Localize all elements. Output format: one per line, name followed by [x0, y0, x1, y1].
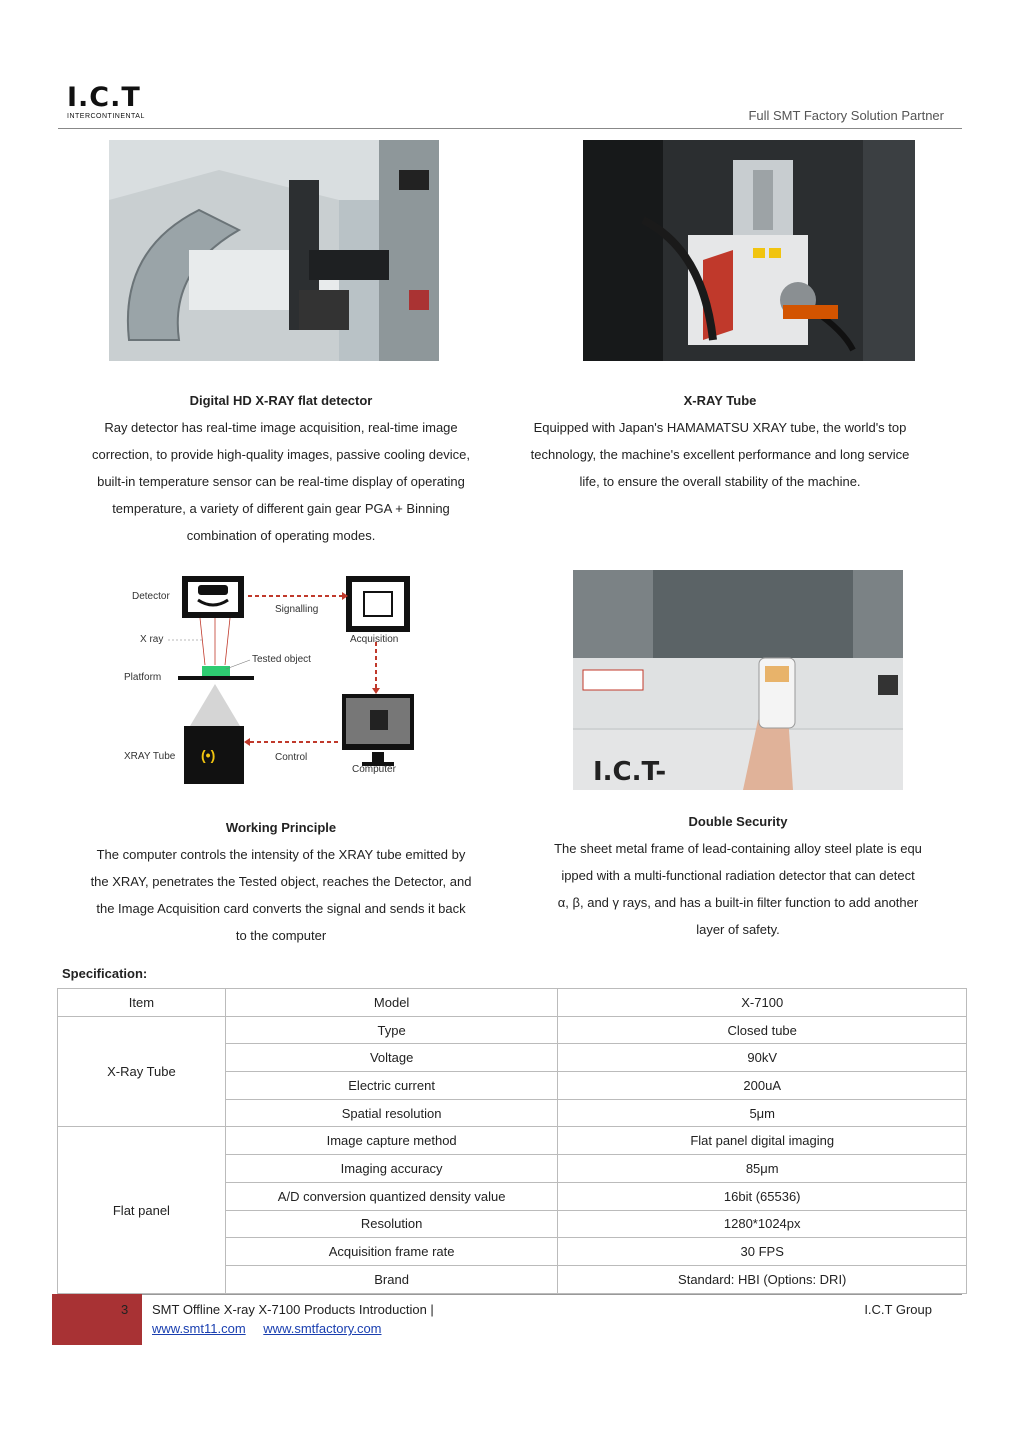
footer-link-smt11[interactable]: www.smt11.com: [152, 1321, 246, 1336]
tube-line: life, to ensure the overall stability of the machine.: [579, 474, 861, 489]
detector-line: correction, to provide high-quality images, passive cooling device,: [92, 447, 470, 462]
table-cell: Flat panel digital imaging: [558, 1127, 967, 1155]
table-cell: Imaging accuracy: [225, 1155, 558, 1183]
footer-title: SMT Offline X-ray X-7100 Products Introduction |: [152, 1302, 434, 1317]
diagram-label-computer: Computer: [352, 764, 396, 775]
detector-caption: [60, 387, 502, 549]
detector-line: built-in temperature sensor can be real-time display of operating: [97, 474, 465, 489]
table-cell: 1280*1024px: [558, 1210, 967, 1238]
table-cell: Image capture method: [225, 1127, 558, 1155]
principle-caption: [60, 814, 502, 949]
security-line: ipped with a multi-functional radiation detector that can detect: [561, 868, 915, 883]
table-cell: X-7100: [558, 989, 967, 1017]
group-cell-flat-panel: Flat panel: [58, 1127, 226, 1293]
xray-tube-photo: [583, 140, 915, 361]
tube-line: Equipped with Japan's HAMAMATSU XRAY tube, the world's top: [533, 420, 907, 435]
detector-title: Digital HD X-RAY flat detector: [189, 393, 373, 408]
footer-link-smtfactory[interactable]: www.smtfactory.com: [263, 1321, 382, 1336]
detector-line: combination of operating modes.: [186, 528, 376, 543]
page-number: 3: [121, 1302, 129, 1317]
table-cell: Model: [225, 989, 558, 1017]
table-row: [58, 989, 967, 1017]
group-cell-xray-tube: X-Ray Tube: [58, 1016, 226, 1127]
specification-label: Specification:: [62, 966, 148, 981]
principle-line: the Image Acquisition card converts the signal and sends it back: [96, 901, 466, 916]
table-cell: 16bit (65536): [558, 1182, 967, 1210]
table-cell: Type: [225, 1016, 558, 1044]
security-line: layer of safety.: [696, 922, 780, 937]
diagram-label-platform: Platform: [124, 672, 162, 683]
logo-subtitle: INTERCONTINENTAL: [67, 113, 145, 120]
detector-photo: [109, 140, 439, 361]
table-cell: 5μm: [558, 1099, 967, 1127]
detector-line: Ray detector has real-time image acquisition, real-time image: [104, 420, 458, 435]
table-cell: 30 FPS: [558, 1238, 967, 1266]
table-cell: Electric current: [225, 1072, 558, 1100]
table-row: [58, 1016, 967, 1044]
working-principle-diagram: [120, 570, 420, 795]
principle-line: to the computer: [235, 928, 327, 943]
table-cell: 200uA: [558, 1072, 967, 1100]
footer-links: [152, 1321, 396, 1336]
principle-title: Working Principle: [225, 820, 337, 835]
table-cell: Resolution: [225, 1210, 558, 1238]
table-cell: Spatial resolution: [225, 1099, 558, 1127]
security-photo: [573, 570, 903, 790]
security-title: Double Security: [688, 814, 788, 829]
header-divider: [58, 128, 962, 129]
diagram-label-xray: X ray: [140, 634, 164, 645]
diagram-label-detector: Detector: [132, 591, 170, 602]
security-line: α, β, and γ rays, and has a built-in filter function to add another: [557, 895, 919, 910]
footer-accent-block: [52, 1294, 142, 1345]
table-row: [58, 1127, 967, 1155]
company-logo: [67, 84, 157, 120]
diagram-label-xray-tube: XRAY Tube: [124, 751, 176, 762]
security-caption: [520, 808, 956, 943]
principle-line: The computer controls the intensity of the XRAY tube emitted by: [96, 847, 466, 862]
footer-company: I.C.T Group: [864, 1302, 932, 1317]
logo-wordmark: I.C.T: [67, 82, 141, 113]
table-cell: Standard: HBI (Options: DRI): [558, 1265, 967, 1293]
diagram-label-tested-object: Tested object: [252, 654, 311, 665]
detector-line: temperature, a variety of different gain gear PGA + Binning: [112, 501, 450, 516]
svg-text:I.C.T-: I.C.T-: [593, 757, 667, 787]
specification-table: [57, 988, 967, 1294]
security-line: The sheet metal frame of lead-containing alloy steel plate is equ: [554, 841, 922, 856]
diagram-label-acquisition: Acquisition: [350, 634, 399, 645]
diagram-label-signalling: Signalling: [275, 604, 319, 615]
table-cell: A/D conversion quantized density value: [225, 1182, 558, 1210]
table-cell: 85μm: [558, 1155, 967, 1183]
tube-line: technology, the machine's excellent performance and long service: [530, 447, 910, 462]
principle-line: the XRAY, penetrates the Tested object, reaches the Detector, and: [90, 874, 472, 889]
svg-text:(•): (•): [201, 747, 216, 763]
table-cell: Acquisition frame rate: [225, 1238, 558, 1266]
table-cell: Closed tube: [558, 1016, 967, 1044]
table-cell: Item: [58, 989, 226, 1017]
table-cell: Brand: [225, 1265, 558, 1293]
diagram-label-control: Control: [275, 752, 308, 763]
table-cell: 90kV: [558, 1044, 967, 1072]
header-tagline: Full SMT Factory Solution Partner: [748, 108, 944, 123]
tube-title: X-RAY Tube: [683, 393, 757, 408]
footer-divider: [142, 1294, 962, 1295]
table-cell: Voltage: [225, 1044, 558, 1072]
tube-caption: [503, 387, 937, 495]
